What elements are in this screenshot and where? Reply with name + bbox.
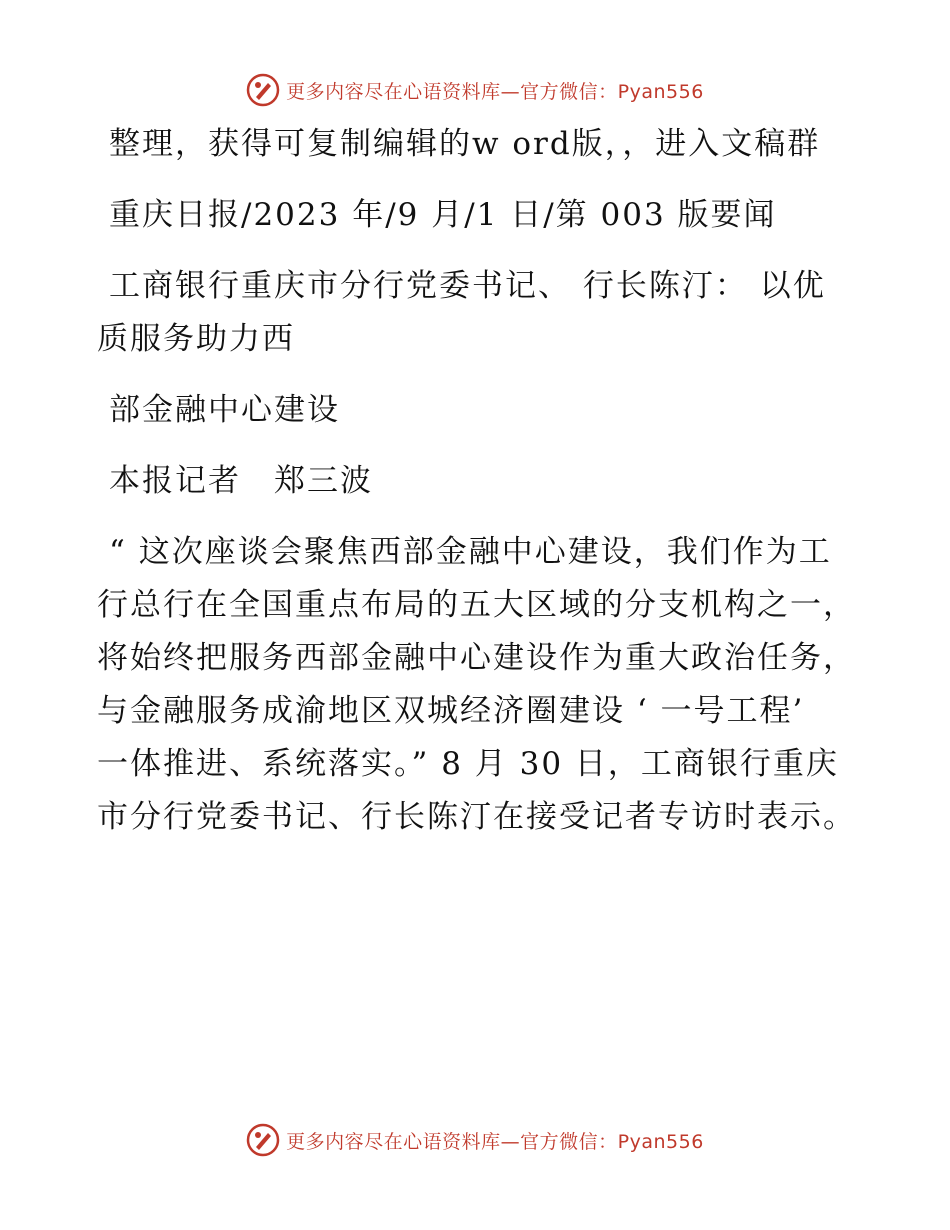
- watermark-header: [0, 70, 950, 110]
- article-headline-part-2: 部金融中心建设: [109, 392, 340, 428]
- article-headline-part-1: 工商银行重庆市分行党委书记、 行长陈汀： 以优质服务助力西: [97, 268, 826, 357]
- watermark-text: 更多内容尽在心语资料库—官方微信：Pyan556: [286, 80, 704, 103]
- reporter-byline: 本报记者 郑三波: [109, 463, 373, 499]
- watermark-footer: [0, 1120, 950, 1160]
- watermark-text: 更多内容尽在心语资料库—官方微信：Pyan556: [286, 1130, 704, 1153]
- newspaper-source-line: 重庆日报/2023 年/9 月/1 日/第 003 版要闻: [109, 197, 777, 233]
- intro-note: 整理，获得可复制编辑的w ord版，，进入文稿群: [109, 126, 821, 162]
- pen-nib-seal-icon: [246, 73, 280, 107]
- article-body: [97, 118, 857, 862]
- pen-nib-seal-icon: [246, 1123, 280, 1157]
- article-paragraph: “ 这次座谈会聚焦西部金融中心建设，我们作为工行总行在全国重点布局的五大区域的分支机构之一，将始终把服务西部金融中心建设作为重大政治任务，与金融服务成渝地区双城经济圈建设 ‘ 一号工程’ 一体推进、系统落实。” 8 月 30 日，工商银行重庆市分行党委书记、行长陈汀在接受记者专访时表示。: [97, 534, 856, 835]
